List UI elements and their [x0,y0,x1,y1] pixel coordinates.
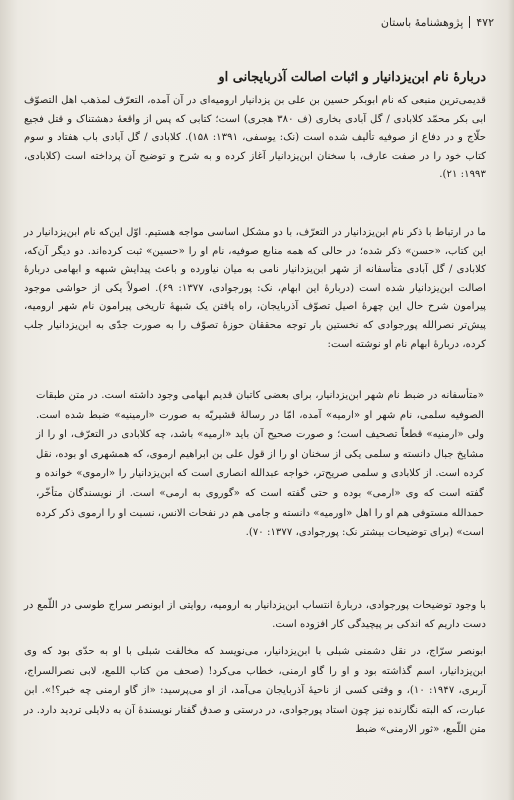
running-header [30,12,494,32]
block-quote: «متأسفانه در ضبط نام شهر ابن‌یزدانیار، برای بعضی کاتبان قدیم ابهامی وجود داشته است. در متن طبقات الصوفیه سلمی، نام شهر او «ارمیه» آمده، امّا در رسالهٔ قشیریّه به صورت «ارمینیه» ضبط شده است. ولی «ارمنیه» قطعاً تصحیف است؛ و صورت صحیح آن باید «ارمیه» باشد، چه کلابادی در التعرّف، او را از مشایخ جبال دانسته و سلمی یکی از سخنان او را از قول علی بن ابراهیم ارموی، که همشهری او بوده، نقل کرده است. از کلابادی و سلمی صریح‌تر، خواجه عبدالله انصاری است که ابن‌یزدانیار را «ارموی» خوانده و گفته است که وی «ارمی» بوده و حتی گفته است که «گوروی به ارمی» است. از نویسندگان متأخّر، حمدالله مستوفی هم او را اهل «اورمیه» دانسته و جامی هم در نفحات الانس، نسبت او را ارموی ذکر کرده است» (برای توضیحات بیشتر نک: پورجوادی، ۱۳۷۷: ۷۰). [36,390,484,539]
section-title: دربارهٔ نام ابن‌یزدانیار و اثبات اصالت آذربایجانی او [218,70,486,85]
page-edge-shadow [508,0,514,800]
paragraph-5: ابونصر سرّاج، در نقل دشمنی شبلی با ابن‌یزدانیار، می‌نویسد که مخالفت شبلی با او به حدّی بود که وی ابن‌یزدانیار، اسم گذاشته بود و او را گاو ارمنی، خطاب می‌کرد! (صحف من کتاب اللمع، لابی نصرالسراج، آربری، ۱۹۴۷: ۱۰)، و وقتی کسی از ناحیهٔ آذربایجان می‌آمد، از او می‌پرسید: «از گاو ارمنی چه خبر؟!». ابن عبارت، که البته نگارنده نیز چون استاد پورجوادی، در درستی و صدق گفتار نویسندهٔ آن به دلایلی تردید دارد. در متن اللّمع، «ثور الارمنی» ضبط [24,646,486,735]
paragraph-4: با وجود توضیحات پورجوادی، دربارهٔ انتساب ابن‌یزدانیار به ارومیه، روایتی از ابونصر سراج طوسی در اللّمع در دست داریم که اندکی بر پیچیدگی کار افزوده است. [24,600,486,630]
header-divider [469,16,470,28]
paragraph-1: قدیمی‌ترین منبعی که نام ابوبکر حسین بن علی بن یزدانیار ارومیه‌ای در آن آمده، التعرّف لمذهب اهل التصوّف ابی بکر محمّد کلابادی / گل آبادی بخاری (ف ۳۸۰ هجری) است؛ کتابی که پس از واقعهٔ دهشتناک و قتل فجیع حلّاج و در دفاع از صوفیه تألیف شده است (نک: یوسفی، ۱۳۹۱: ۱۵۸). کلابادی / گل آبادی باب هفتاد و سوم کتاب خود را در صفت عارف، با سخنان ابن‌یزدانیار آغاز کرده و به شرح و توضیح آن پرداخته است (کلابادی، ۱۹۹۳: ۲۱). [24,95,487,181]
page-number: ۴۷۲ [476,15,494,29]
journal-title: پژوهشنامهٔ باستان [380,15,464,29]
paragraph-2: ما در ارتباط با ذکر نام ابن‌یزدانیار در التعرّف، با دو مشکل اساسی مواجه هستیم. اوّل این‌که نام ابن‌یزدانیار در این کتاب، «حسن» ذکر شده؛ در حالی که همه منابع صوفیه، نام او را «حسین» ثبت کرده‌اند. دو دیگر آن‌که، کلابادی / گل آبادی متأسفانه از شهر ابن‌یزدانیار نامی به میان نیاورده و باعث پیدایش شبهه و ابهامی دربارهٔ اصالت ابن‌یزدانیار شده است (دربارهٔ این ابهام، نک: پورجوادی، ۱۳۷۷: ۶۹). اصولاً یکی از حواشی موجود پیرامون شرح حال این چهرهٔ اصیل تصوّف آذربایجان، راه یافتن یک شبههٔ تاریخی پیرامون نام شهر ارومیه، پیش‌تر نصرالله پورجوادی که نخستین بار توجه محققان حوزهٔ تصوّف را به صورت جدّی به ابن‌یزدانیار جلب کرده، دربارهٔ ابهام نام او نوشته است: [24,227,487,350]
